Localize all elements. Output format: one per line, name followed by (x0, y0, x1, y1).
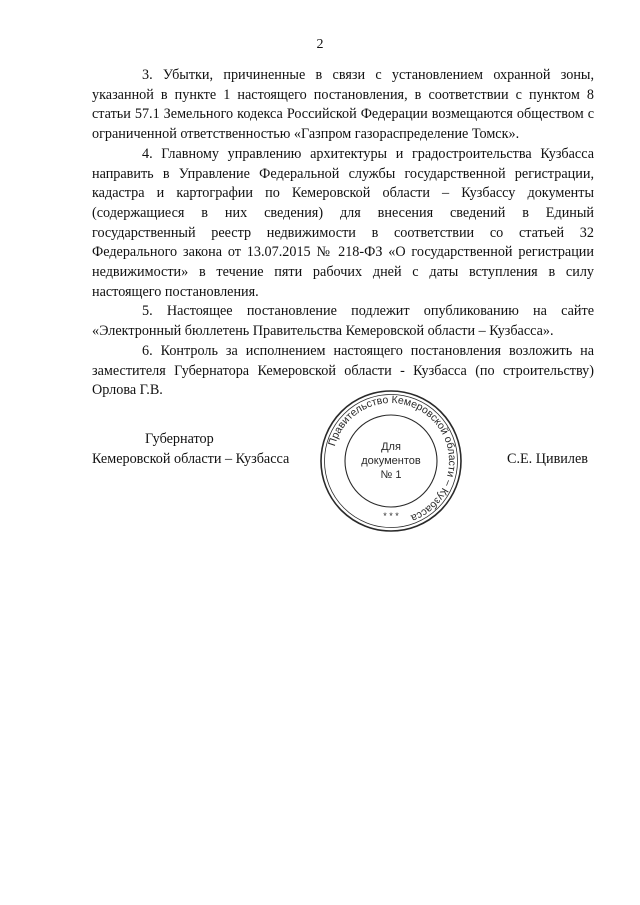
paragraph-3: 3. Убытки, причиненные в связи с установлением охранной зоны, указанной в пункте 1 настоящего постановления, в соответствии с пунктом 8 статьи 57.1 Земельного кодекса Российской Федерации возмещаются обществом с ограниченной ответственностью «Газпром газораспределение Томск». (92, 67, 594, 143)
signer-name: С.Е. Цивилев (507, 451, 588, 467)
seal-center-line2: документов (361, 455, 421, 467)
page-number: 2 (316, 37, 324, 52)
signer-region: Кемеровской области – Кузбасса (92, 451, 290, 467)
seal-center-line1: Для (381, 441, 401, 453)
paragraph-6: 6. Контроль за исполнением настоящего постановления возложить на заместителя Губернатора Кемеровской области - Кузбасса (по строительству) Орлова Г.В. (92, 342, 594, 399)
document-body (92, 66, 594, 401)
seal-center-line3: № 1 (380, 469, 402, 481)
seal-stars: * * * (383, 511, 399, 521)
signer-title: Губернатор (145, 431, 214, 447)
paragraph-5: 5. Настоящее постановление подлежит опубликованию на сайте «Электронный бюллетень Правительства Кемеровской области – Кузбасса». (92, 303, 594, 340)
official-seal (318, 388, 464, 534)
paragraph-4: 4. Главному управлению архитектуры и градостроительства Кузбасса направить в Управление Федеральной службы государственной регистрации, кадастра и картографии по Кемеровской области – Кузбассу документы (содержащиеся в них сведения) для внесения сведений в Единый государственный реестр недвижимости в соответствии со статьей 32 Федерального закона от 13.07.2015 № 218-ФЗ «О государственной регистрации недвижимости» в течение пяти рабочих дней с даты вступления в силу настоящего постановления. (92, 145, 594, 300)
seal-ring-text: Правительство Кемеровской области – Кузбасса (326, 393, 459, 525)
